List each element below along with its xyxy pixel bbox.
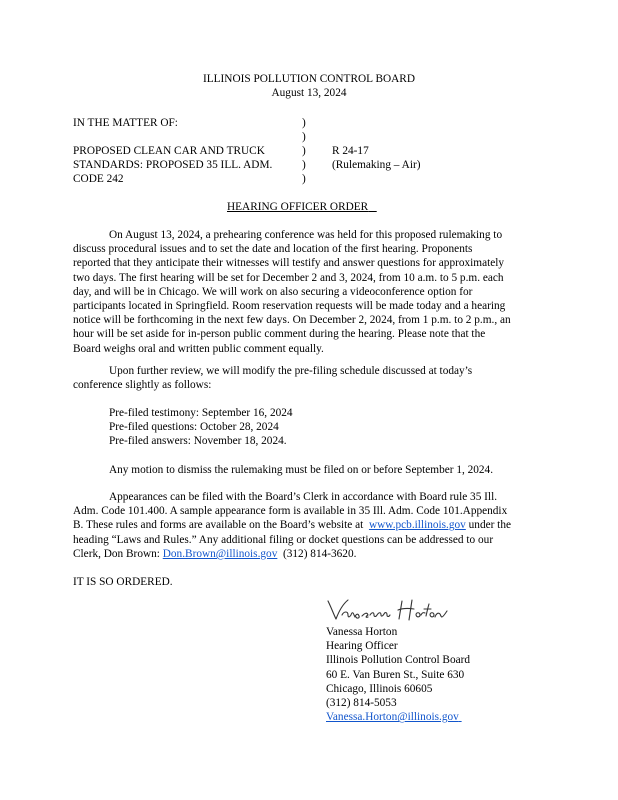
caption-paren: ) xyxy=(302,131,306,143)
body-line: Upon further review, we will modify the pre-filing schedule discussed at today’s xyxy=(109,365,473,377)
signature-block xyxy=(326,625,470,724)
caption-title-line-3: CODE 242 xyxy=(73,173,124,185)
body-line: reported that they anticipate their witnesses will testify and answer questions for approximately xyxy=(73,257,505,270)
body-text: under the xyxy=(468,519,511,532)
caption-paren: ) xyxy=(302,159,306,171)
body-line: day, and will be in Chicago. We will work on also securing a videoconference option for xyxy=(73,285,473,298)
signer-name: Vanessa Horton xyxy=(326,626,398,638)
signer-email-link[interactable]: Vanessa.Horton@illinois.gov xyxy=(326,711,459,724)
body-line: two days. The first hearing will be set for December 2 and 3, 2024, from 10 a.m. to 5 p.m. each xyxy=(73,271,504,284)
body-line: notice will be forthcoming in the next few days. On December 2, 2024, from 1 p.m. to 2 p.m., an xyxy=(73,314,511,327)
body-line xyxy=(73,547,543,561)
docket-type: (Rulemaking – Air) xyxy=(332,159,421,171)
body-text: B. These rules and forms are available on the Board’s website at xyxy=(73,519,364,532)
website-link[interactable]: www.pcb.illinois.gov xyxy=(368,519,466,532)
signer-organization: Illinois Pollution Control Board xyxy=(326,654,471,667)
body-line: Appearances can be filed with the Board’s Clerk in accordance with Board rule 35 Ill. xyxy=(109,491,498,503)
order-title xyxy=(227,200,377,214)
order-title-text: HEARING OFFICER ORDER xyxy=(227,201,369,213)
signer-address-city: Chicago, Illinois 60605 xyxy=(326,682,433,695)
agency-title: ILLINOIS POLLUTION CONTROL BOARD xyxy=(202,73,415,85)
body-text: (312) 814-3620. xyxy=(283,547,357,560)
body-line: Board weighs oral and written public comment equally. xyxy=(73,342,324,355)
handwritten-signature xyxy=(326,597,456,623)
document-date: August 13, 2024 xyxy=(271,87,347,99)
paragraph-4 xyxy=(73,490,543,561)
caption-title-line-2: STANDARDS: PROPOSED 35 ILL. ADM. xyxy=(73,159,273,171)
caption-paren: ) xyxy=(302,145,306,157)
closing-statement: IT IS SO ORDERED. xyxy=(73,576,173,588)
signer-phone: (312) 814-5053 xyxy=(326,697,397,710)
body-line: Adm. Code 101.400. A sample appearance form is available in 35 Ill. Adm. Code 101.Appendix xyxy=(73,505,508,518)
schedule-item-testimony: Pre-filed testimony: September 16, 2024 xyxy=(109,407,293,419)
signer-email-line xyxy=(326,710,470,724)
body-line: hour will be set aside for in-person public comment during the hearing. Please note that the xyxy=(73,328,486,341)
body-line: conference slightly as follows: xyxy=(73,379,212,392)
body-line: On August 13, 2024, a prehearing conference was held for this proposed rulemaking to xyxy=(109,229,503,241)
clerk-email-link[interactable]: Don.Brown@illinois.gov xyxy=(162,547,278,560)
paragraph-2 xyxy=(73,364,543,392)
body-line: participants located in Springfield. Room reservation requests will be made today and a hearing xyxy=(73,300,506,313)
signer-address-street: 60 E. Van Buren St., Suite 630 xyxy=(326,668,465,681)
body-text: Clerk, Don Brown: xyxy=(73,547,160,560)
schedule-item-answers: Pre-filed answers: November 18, 2024. xyxy=(109,435,287,448)
caption-paren: ) xyxy=(302,117,306,129)
caption-matter: IN THE MATTER OF: xyxy=(73,117,178,129)
body-line xyxy=(73,518,543,532)
schedule-item-questions: Pre-filed questions: October 28, 2024 xyxy=(109,421,279,434)
body-line: heading “Laws and Rules.” Any additional filing or docket questions can be addressed to our xyxy=(73,533,494,546)
docket-number: R 24-17 xyxy=(332,145,369,157)
signer-title: Hearing Officer xyxy=(326,640,398,653)
paragraph-3: Any motion to dismiss the rulemaking must be filed on or before September 1, 2024. xyxy=(109,464,494,476)
caption-paren: ) xyxy=(302,173,306,185)
schedule-list xyxy=(109,406,293,449)
body-line: discuss procedural issues and to set the date and location of the first hearing. Proponents xyxy=(73,243,473,256)
signature-drawing xyxy=(326,597,456,623)
caption-title-line-1: PROPOSED CLEAN CAR AND TRUCK xyxy=(73,145,265,157)
paragraph-1 xyxy=(73,228,543,356)
